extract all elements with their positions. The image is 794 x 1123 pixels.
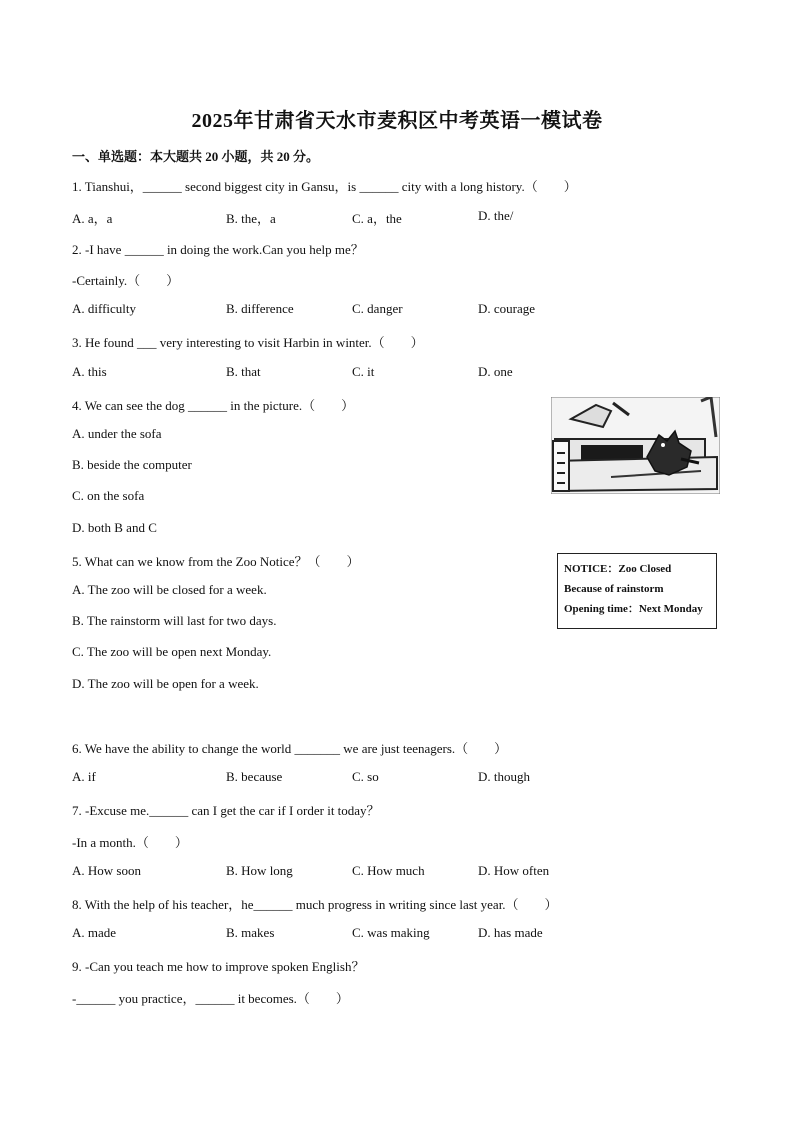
option-d[interactable]: D. though: [478, 769, 530, 784]
option-c[interactable]: C. it: [352, 364, 375, 379]
option-a[interactable]: A. under the sofa: [72, 426, 162, 441]
page-title: 2025年甘肃省天水市麦积区中考英语一模试卷: [191, 110, 603, 132]
question-9-reply: -______ you practice，______ it becomes.（ ）: [72, 991, 349, 1006]
option-d[interactable]: D. has made: [478, 925, 543, 940]
option-b[interactable]: B. makes: [226, 925, 275, 940]
question-6-options: [72, 769, 592, 787]
option-d[interactable]: D. courage: [478, 301, 536, 316]
question-4-stem: 4. We can see the dog ______ in the picture.（ ）: [72, 398, 355, 413]
section-heading: 一、单选题：本大题共 20 小题，共 20 分。: [72, 149, 320, 164]
option-a[interactable]: A. The zoo will be closed for a week.: [72, 582, 267, 597]
option-a[interactable]: A. How soon: [72, 863, 141, 878]
option-d[interactable]: D. How often: [478, 863, 550, 878]
question-2-options: [72, 301, 592, 319]
question-1-stem: 1. Tianshui，______ second biggest city in Gansu，is ______ city with a long history.（ ）: [72, 179, 577, 194]
option-b[interactable]: B. because: [226, 769, 283, 784]
question-2-stem: 2. -I have ______ in doing the work.Can you help me？: [72, 242, 364, 257]
option-c[interactable]: C. a，the: [352, 211, 402, 226]
dog-on-sofa-picture: [551, 397, 720, 494]
question-5-stem: 5. What can we know from the Zoo Notice？（ ）: [72, 554, 360, 569]
option-d[interactable]: D. The zoo will be open for a week.: [72, 676, 259, 691]
question-8-stem: 8. With the help of his teacher，he______ much progress in writing since last year.（ ）: [72, 897, 558, 912]
option-a[interactable]: A. this: [72, 364, 107, 379]
question-7-options: [72, 863, 592, 881]
question-7-stem: 7. -Excuse me.______ can I get the car if I order it today？: [72, 803, 380, 818]
notice-line-1: NOTICE：Zoo Closed: [564, 563, 672, 575]
option-c[interactable]: C. on the sofa: [72, 488, 145, 503]
question-6-stem: 6. We have the ability to change the world _______ we are just teenagers.（ ）: [72, 741, 508, 756]
option-a[interactable]: A. made: [72, 925, 117, 940]
zoo-notice: [557, 553, 717, 629]
option-d[interactable]: D. one: [478, 364, 513, 379]
option-c[interactable]: C. How much: [352, 863, 425, 878]
question-8-options: [72, 925, 592, 943]
option-b[interactable]: B. The rainstorm will last for two days.: [72, 613, 277, 628]
notice-line-3: Opening time：Next Monday: [564, 603, 703, 615]
option-c[interactable]: C. danger: [352, 301, 403, 316]
option-c[interactable]: C. was making: [352, 925, 430, 940]
question-1-options: [72, 208, 592, 226]
option-b[interactable]: B. How long: [226, 863, 293, 878]
notice-line-2: Because of rainstorm: [564, 583, 664, 595]
option-a[interactable]: A. if: [72, 769, 96, 784]
option-b[interactable]: B. beside the computer: [72, 457, 192, 472]
option-b[interactable]: B. difference: [226, 301, 294, 316]
question-3-options: [72, 364, 592, 382]
option-c[interactable]: C. The zoo will be open next Monday.: [72, 644, 272, 659]
option-b[interactable]: B. that: [226, 364, 261, 379]
option-a[interactable]: A. difficulty: [72, 301, 137, 316]
question-3-stem: 3. He found ___ very interesting to visit Harbin in winter.（ ）: [72, 335, 424, 350]
option-a[interactable]: A. a，a: [72, 211, 113, 226]
option-b[interactable]: B. the，a: [226, 211, 276, 226]
question-7-reply: -In a month.（ ）: [72, 835, 188, 850]
question-9-stem: 9. -Can you teach me how to improve spoken English？: [72, 959, 365, 974]
option-d[interactable]: D. the/: [478, 208, 514, 223]
question-2-reply: -Certainly.（ ）: [72, 273, 180, 288]
option-d[interactable]: D. both B and C: [72, 520, 157, 535]
option-c[interactable]: C. so: [352, 769, 379, 784]
